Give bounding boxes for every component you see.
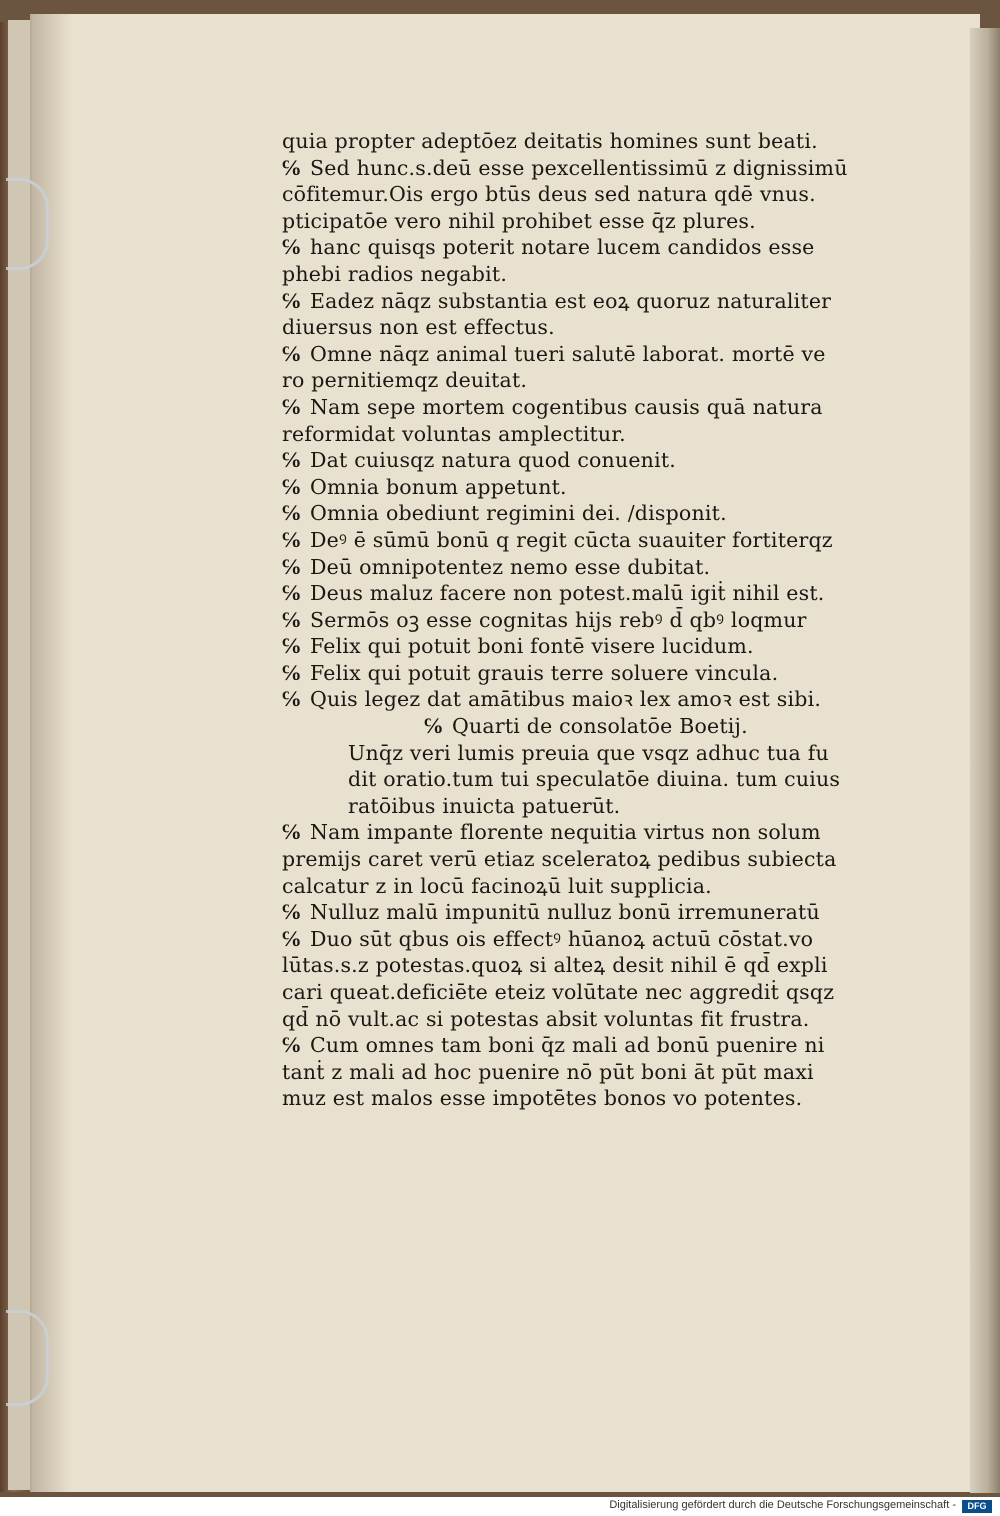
text-line: [282, 846, 857, 873]
text-line: [282, 740, 857, 767]
text-line: [282, 580, 857, 607]
text-line: [282, 713, 857, 740]
paragraph-mark-icon: ℅: [282, 686, 301, 713]
text-line: [282, 527, 857, 554]
text-line: [282, 367, 857, 394]
text-line: [282, 793, 857, 820]
text-line: [282, 341, 857, 368]
text-line: [282, 474, 857, 501]
text-line-content: Felix qui potuit grauis terre soluere vincula.: [310, 660, 779, 685]
page-clip-icon: [6, 178, 49, 270]
text-line: [282, 686, 857, 713]
text-line: [282, 926, 857, 953]
text-line-content: Dat cuiusqz natura quod conuenit.: [310, 448, 677, 473]
text-line-content: ratōibus inuicta patuerūt.: [348, 793, 621, 818]
text-line-content: Sermōs oꝫ esse cognitas hijs rebꝰ d̄ qbꝰ loqmur: [310, 607, 807, 632]
text-line: [282, 899, 857, 926]
text-line: [282, 394, 857, 421]
paragraph-mark-icon: ℅: [282, 659, 301, 686]
funding-credit: Digitalisierung gefördert durch die Deutsche Forschungsgemeinschaft -: [609, 1499, 956, 1511]
paragraph-mark-icon: ℅: [282, 633, 301, 660]
text-line: [282, 819, 857, 846]
text-line-content: Unq̄z veri lumis preuia que vsqz adhuc tua fu: [348, 740, 829, 765]
printed-text-block: [282, 128, 857, 1112]
text-line: [282, 660, 857, 687]
paragraph-mark-icon: ℅: [282, 500, 301, 527]
text-line-content: Quis legez dat amātibus maioꝛ lex amoꝛ est sibi.: [310, 687, 822, 712]
text-line-content: Deꝰ ē sūmū bonū q regit cūcta suauiter fortiterqz: [310, 527, 833, 552]
paragraph-mark-icon: ℅: [282, 393, 301, 420]
paragraph-mark-icon: ℅: [282, 234, 301, 261]
text-line-content: Omne nāqz animal tueri salutē laborat. mortē ve: [310, 341, 826, 366]
text-line-content: calcatur z in locū facinoꝝū luit supplicia.: [282, 873, 712, 898]
text-line: [282, 1085, 857, 1112]
text-line-content: Eadez nāqz substantia est eoꝝ quoruz naturaliter: [310, 288, 832, 313]
text-line-content: Omnia obediunt regimini dei. /disponit.: [310, 501, 727, 526]
text-line-content: cōfitemur.Ois ergo btūs deus sed natura qdē vnus.: [282, 182, 816, 207]
text-line: [282, 500, 857, 527]
text-line: [282, 873, 857, 900]
text-line: [282, 1006, 857, 1033]
text-line-content: Duo sūt qbus ois effectꝰ hūanoꝝ actuū cōstat.vo: [310, 926, 814, 951]
text-line-content: premijs caret verū etiaz sceleratoꝝ pedibus subiecta: [282, 847, 837, 872]
text-line-content: lūtas.s.z potestas.quoꝝ si alteꝝ desit nihil ē qd̄ expli: [282, 953, 828, 978]
paragraph-mark-icon: ℅: [282, 473, 301, 500]
text-line: [282, 314, 857, 341]
text-line: [282, 607, 857, 634]
text-line: [282, 1059, 857, 1086]
paragraph-mark-icon: ℅: [282, 154, 301, 181]
text-line-content: phebi radios negabit.: [282, 261, 508, 286]
paragraph-mark-icon: ℅: [282, 899, 301, 926]
paragraph-mark-icon: ℅: [424, 713, 443, 740]
text-line: [282, 633, 857, 660]
text-line-content: Deus maluz facere non potest.malū igiṫ nihil est.: [310, 581, 825, 606]
text-line-content: reformidat voluntas amplectitur.: [282, 421, 626, 446]
text-line-content: tanṫ z mali ad hoc puenire nō pūt boni āt pūt maxi: [282, 1059, 814, 1084]
text-line: [282, 447, 857, 474]
text-line: [282, 766, 857, 793]
paragraph-mark-icon: ℅: [282, 606, 301, 633]
paragraph-mark-icon: ℅: [282, 580, 301, 607]
text-line-content: Nam sepe mortem cogentibus causis quā natura: [310, 394, 823, 419]
text-line-content: muz est malos esse impotētes bonos vo potentes.: [282, 1086, 803, 1111]
page-clip-icon: [6, 1310, 49, 1406]
text-line: [282, 979, 857, 1006]
text-line-content: Deū omnipotentez nemo esse dubitat.: [310, 554, 711, 579]
paragraph-mark-icon: ℅: [282, 925, 301, 952]
text-line-content: Omnia bonum appetunt.: [310, 474, 567, 499]
text-line: [282, 288, 857, 315]
text-line: [282, 421, 857, 448]
text-line: [282, 181, 857, 208]
text-line-content: Felix qui potuit boni fontē visere lucidum.: [310, 634, 754, 659]
text-line-content: Nulluz malū impunitū nulluz bonū irremuneratū: [310, 900, 820, 925]
text-line: [282, 155, 857, 182]
paragraph-mark-icon: ℅: [282, 819, 301, 846]
text-line-content: pticipatōe vero nihil prohibet esse q̄z plures.: [282, 208, 756, 233]
text-line: [282, 208, 857, 235]
paragraph-mark-icon: ℅: [282, 287, 301, 314]
text-line-content: Sed hunc.s.deū esse pexcellentissimū z dignissimū: [310, 155, 848, 180]
text-line-content: ro pernitiemqz deuitat.: [282, 368, 528, 393]
text-line-content: dit oratio.tum tui speculatōe diuina. tum cuius: [348, 767, 841, 792]
paragraph-mark-icon: ℅: [282, 447, 301, 474]
text-line-content: hanc quisqs poterit notare lucem candidos esse: [310, 235, 815, 260]
text-line-content: Quarti de consolatōe Boetij.: [452, 714, 748, 739]
footer-bar: [0, 1497, 1000, 1516]
paragraph-mark-icon: ℅: [282, 526, 301, 553]
text-line-content: Nam impante florente nequitia virtus non solum: [310, 820, 821, 845]
paragraph-mark-icon: ℅: [282, 1032, 301, 1059]
text-line: [282, 1032, 857, 1059]
text-line: [282, 261, 857, 288]
text-line: [282, 554, 857, 581]
text-line-content: qd̄ nō vult.ac si potestas absit voluntas fit frustra.: [282, 1006, 810, 1031]
text-line-content: cari queat.deficiēte eteiz volūtate nec aggrediṫ qsqz: [282, 980, 835, 1004]
text-line: [282, 952, 857, 979]
text-line-content: diuersus non est effectus.: [282, 315, 555, 340]
text-line: [282, 128, 857, 155]
dfg-logo: DFG: [962, 1500, 992, 1513]
paragraph-mark-icon: ℅: [282, 340, 301, 367]
text-line-content: Cum omnes tam boni q̄z mali ad bonū puenire ni: [310, 1033, 825, 1058]
paragraph-mark-icon: ℅: [282, 553, 301, 580]
text-line: [282, 234, 857, 261]
text-line-content: quia propter adeptōez deitatis homines sunt beati.: [282, 129, 818, 153]
page-fore-edge: [970, 28, 1000, 1493]
